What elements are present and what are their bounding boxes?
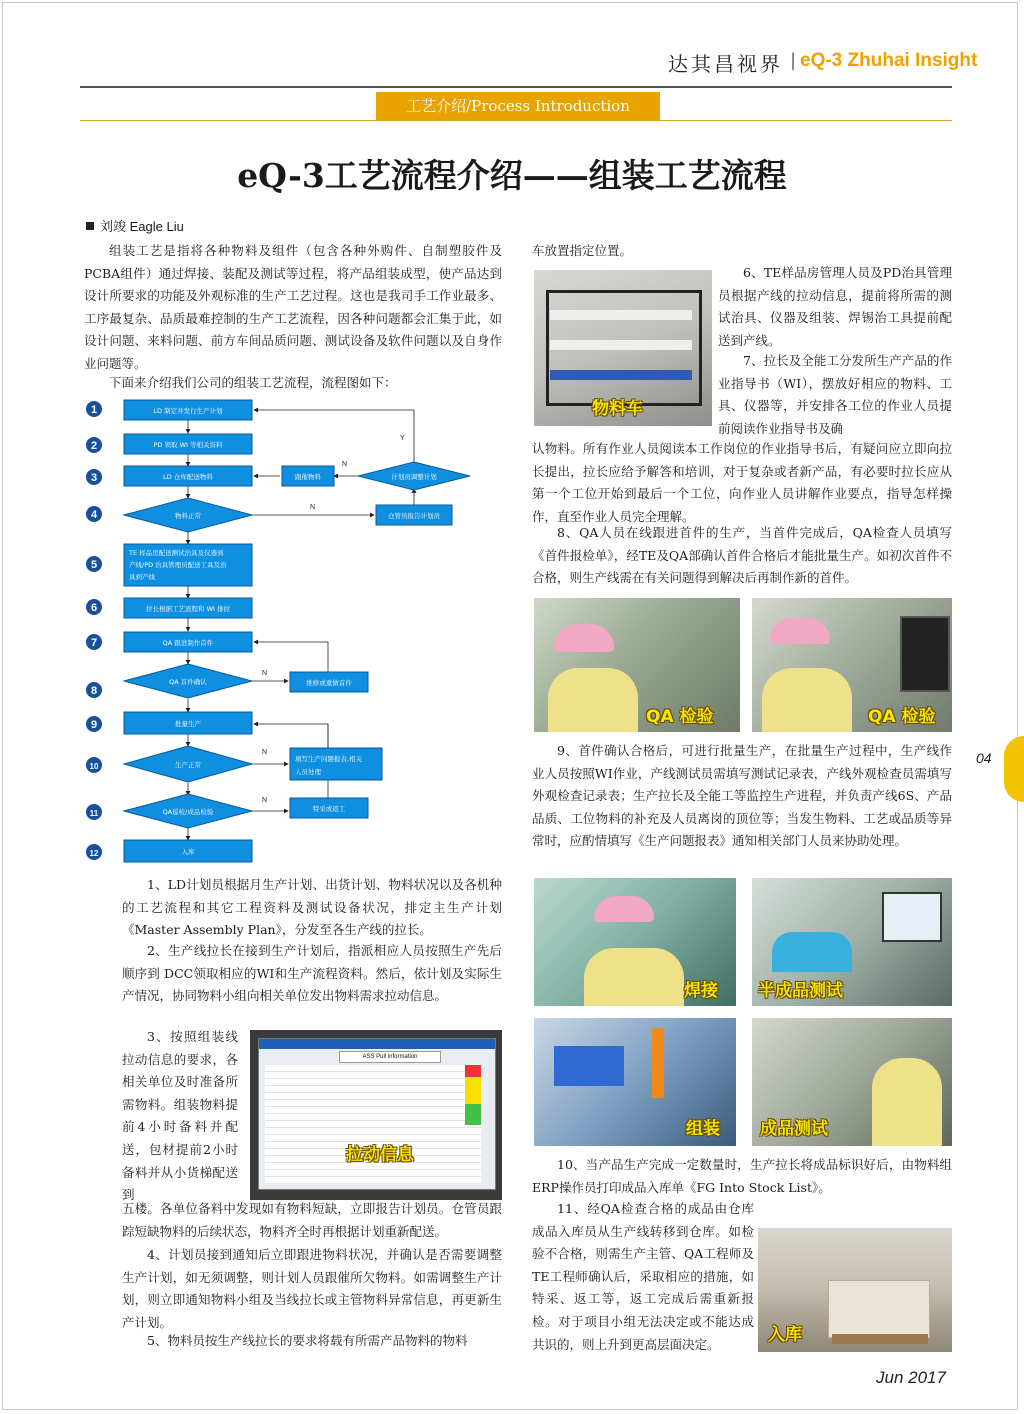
article-title: eQ-3工艺流程介绍——组装工艺流程 [237,156,787,195]
svg-text:特采或返工: 特采或返工 [312,805,346,813]
monitor [900,616,950,692]
pink-cap [770,618,830,644]
step-2-text: 2、生产线拉长在接到生产计划后，指派相应人员按照生产先后顺序到 DCC领取相应的WI和生产流程资料。然后，依计划及实际生产情况，协同物料小组向相关单位发出物料需求拉动信息。 [122,943,502,1004]
welding-caption: 焊接 [684,981,718,1001]
pull-table [265,1065,481,1183]
flow-side-plan-adjust-decision [358,462,470,490]
step-11-text: 11、经QA检查合格的成品由仓库成品入库员从生产线转移到仓库。如检验不合格，则需生产主管、QA工程师及TE工程师确认后，采取相应的措施，如特采、返工等，返工完成后需重新报检。对于项目小组无法决定或不能达成共识的，则上升到更高层面决定。 [532,1201,754,1352]
flow-step-12 [124,840,252,862]
window-titlebar [259,1039,495,1049]
svg-text:物料正常: 物料正常 [175,512,201,520]
qa-caption-1: QA 检验 [646,707,714,727]
step-5-text-a: 5、物料员按生产线拉长的要求将载有所需产品物料的物料 [147,1333,468,1348]
yellow-shirt [872,1058,942,1146]
svg-text:人员处理: 人员处理 [295,768,321,776]
svg-text:9: 9 [90,719,98,731]
welding-photo [534,878,736,1006]
bullet-square-icon [86,222,94,230]
pull-info-screen [258,1038,496,1190]
svg-text:N: N [262,797,268,804]
step-number-5 [86,556,102,572]
svg-text:生产正常: 生产正常 [175,761,201,769]
step-9-text: 9、首件确认合格后，可进行批量生产，在批量生产过程中，生产线作业人员按照WI作业，产线测试员需填写测试记录表，产线外观检查员需填写外观检查记录表；生产拉长及全能工等监控生产进程，并负责产线6S、产品品质、工位物料的补充及人员离岗的顶位等；当发生物料、工艺或品质等异常时，应酌情填写《生产问题报表》通知相关部门人员来协助处理。 [532,743,952,849]
svg-text:12: 12 [89,849,99,858]
pallet [832,1334,928,1344]
yellow-shirt [762,668,852,732]
intro-paragraph: 组装工艺是指将各种物料及组件（包含各种外购件、自制塑胶件及PCBA组件）通过焊接、装配及测试等过程，将产品组装成型，使产品达到设计所要求的功能及外观标准的生产工艺过程。这也是我司手工作业最多、工序最复杂、品质最难控制的生产工艺流程，因各种问题都会汇集于此，如设计问题、来料问题、前方车间品质问题、测试设备及软件问题以及自身作业问题等。 [84,243,502,371]
flow-step-6 [124,598,252,618]
svg-text:N: N [310,504,316,511]
yellow-shirt [584,948,684,1006]
header-rule [80,86,952,88]
flow-step-10-decision [124,746,252,782]
pull-info-photo [250,1030,502,1200]
magazine-title-cn: 达其昌视界 [668,52,783,76]
step-number-6 [86,599,102,615]
svg-text:入库: 入库 [181,848,195,856]
flow-step-5 [124,544,252,586]
header-separator: | [790,50,797,71]
step-6-text: 6、TE样品房管理人员及PD治具管理员根据产线的拉动信息，提前将所需的测试治具、仪器及组装、焊锡治工具提前配送到产线。 [718,265,952,348]
orange-tool [652,1028,664,1098]
step-4-text: 4、计划员接到通知后立即跟进物料状况，并确认是否需要调整生产计划，如无须调整，则计划人员跟催所欠物料。如需调整生产计划，则立即通知物料小组及当线拉长或主管物料异常信息，再更新生产计划。 [122,1247,502,1330]
monitor [882,892,942,942]
step-5-text-b: 车放置指定位置。 [532,243,633,258]
svg-text:2: 2 [90,440,98,452]
flow-step-8-decision [124,664,252,698]
page-tab [1004,736,1024,802]
assembly-flowchart [80,392,500,868]
step-1-text: 1、LD计划员根据月生产计划、出货计划、物料状况以及各机种的工艺流程和其它工程资料及测试设备状况，排定主生产计划《Master Assembly Plan》，分发至各生产线的拉长。 [122,877,502,938]
pull-window-title: ASS Pull information [339,1051,441,1063]
svg-text:10: 10 [89,762,99,771]
step-number-10 [86,757,102,773]
svg-text:QA巡检/成品检验: QA巡检/成品检验 [162,808,214,816]
svg-text:7: 7 [90,637,98,649]
step-number-3 [86,469,102,485]
semi-test-photo [752,878,952,1006]
svg-text:11: 11 [89,809,99,818]
material-cart-photo [534,270,712,426]
flow-step-7 [124,632,252,652]
svg-text:5: 5 [90,559,98,571]
svg-text:N: N [342,461,348,468]
pull-info-caption: 拉动信息 [346,1145,414,1165]
step-3-text-a: 3、按照组装线拉动信息的要求，各相关单位及时准备所需物料。组装物料提前4小时备料并配送，包材提前2小时备料并从小货梯配送到 [122,1029,238,1203]
svg-text:6: 6 [90,602,98,614]
storage-caption: 入库 [768,1325,802,1345]
blue-cap [772,932,852,972]
step-3-text-b: 五楼。各单位备料中发现如有物料短缺，立即报告计划员。仓管员跟踪短缺物料的后续状态，物料齐全时再根据计划重新配送。 [122,1201,502,1239]
intro-flow-lead: 下面来介绍我们公司的组装工艺流程，流程图如下： [109,375,397,390]
step-number-12 [86,844,102,860]
svg-text:具到产线: 具到产线 [129,573,155,581]
assembly-photo [534,1018,736,1146]
svg-text:4: 4 [90,509,98,521]
flow-step-11-decision [124,794,252,828]
step-7-text-b: 认物料。所有作业人员阅读本工作岗位的作业指导书后，有疑问应立即向拉长提出，拉长应给予解答和培训，对于复杂或者新产品，有必要时拉长应从第一个工位开始到最后一个工位，向作业人员讲解作业要点，指导怎样操作，直至作业人员完全理解。 [532,441,952,524]
step-number-7 [86,634,102,650]
step-10-text: 10、当产品生产完成一定数量时，生产拉长将成品标识好后，由物料组ERP操作员打印成品入库单《FG Into Stock List》。 [532,1157,952,1195]
step-8-text: 8、QA人员在线跟进首件的生产，当首件完成后，QA检查人员填写《首件报检单》，经TE及QA部确认首件合格后才能批量生产。如初次首件不合格，则生产线需在有关问题得到解决后再制作新的首件。 [532,525,952,586]
svg-text:跟催物料: 跟催物料 [295,473,321,481]
step-number-9 [86,716,102,732]
yellow-shirt [548,668,638,732]
svg-text:批量生产: 批量生产 [175,720,201,728]
material-cart-caption: 物料车 [592,399,643,419]
flow-side-problem-report [290,748,382,780]
final-test-photo [752,1018,952,1146]
flow-step-2 [124,434,252,454]
svg-text:LD 制定并发行生产计划: LD 制定并发行生产计划 [153,407,223,415]
svg-text:LD 仓库配送物料: LD 仓库配送物料 [163,473,213,481]
assembly-caption: 组装 [686,1119,720,1139]
svg-text:8: 8 [90,685,98,697]
qa-inspection-photo-2 [752,598,952,732]
svg-text:3: 3 [90,472,98,484]
flow-step-9 [124,712,252,734]
final-test-caption: 成品测试 [760,1119,828,1139]
svg-text:TE 样品房配送测试治具及仪器到: TE 样品房配送测试治具及仪器到 [129,549,224,557]
step-number-1 [86,401,102,417]
svg-text:1: 1 [90,404,98,416]
svg-text:PD 领取 WI 等相关资料: PD 领取 WI 等相关资料 [153,441,223,449]
flow-step-3 [124,466,252,486]
flow-side-repair [290,672,368,692]
step-numbers [86,401,102,860]
step-number-2 [86,437,102,453]
svg-text:维修或重做首件: 维修或重做首件 [306,679,352,687]
flow-step-1 [124,400,252,420]
qa-caption-2: QA 检验 [868,707,936,727]
svg-text:Y: Y [400,435,405,442]
author-line [86,216,184,235]
svg-text:N: N [262,670,268,677]
svg-text:计划员调整计划: 计划员调整计划 [391,473,437,481]
pink-cap [594,896,654,922]
flow-side-follow-material [282,466,334,486]
svg-text:仓管员报告计划员: 仓管员报告计划员 [388,512,440,520]
step-number-11 [86,804,102,820]
semi-test-caption: 半成品测试 [758,981,843,1001]
flow-step-4-decision [124,498,252,532]
section-rule [80,120,952,121]
magazine-title-en: eQ-3 Zhuhai Insight [800,50,978,71]
svg-text:QA 首件确认: QA 首件确认 [169,678,207,686]
qa-inspection-photo-1 [534,598,740,732]
section-tag: 工艺介绍/Process Introduction [376,92,660,120]
blue-crate [554,1046,624,1086]
page-number: 04 [976,750,992,766]
svg-text:产线/PD 治具管理员配送工具及治: 产线/PD 治具管理员配送工具及治 [129,561,227,569]
storage-photo [758,1228,952,1352]
svg-text:拉长根据工艺流程和 WI 排拉: 拉长根据工艺流程和 WI 排拉 [146,605,230,613]
flow-side-report-planner [376,505,452,525]
issue-date: Jun 2017 [876,1368,946,1387]
step-number-8 [86,682,102,698]
flow-side-rework [290,798,368,818]
svg-text:填写生产问题报表,相关: 填写生产问题报表,相关 [295,755,363,763]
boxes [828,1280,930,1338]
author-name: 刘竣 Eagle Liu [100,219,184,234]
step-number-4 [86,506,102,522]
step-7-text-a: 7、拉长及全能工分发所生产产品的作业指导书（WI），摆放好相应的物料、工具、仪器等，并安排各工位的作业人员提前阅读作业指导书及确 [718,353,952,436]
svg-text:N: N [262,749,268,756]
pink-cap [554,624,614,652]
status-column [465,1065,481,1125]
svg-text:QA 跟进制作首件: QA 跟进制作首件 [162,639,214,647]
